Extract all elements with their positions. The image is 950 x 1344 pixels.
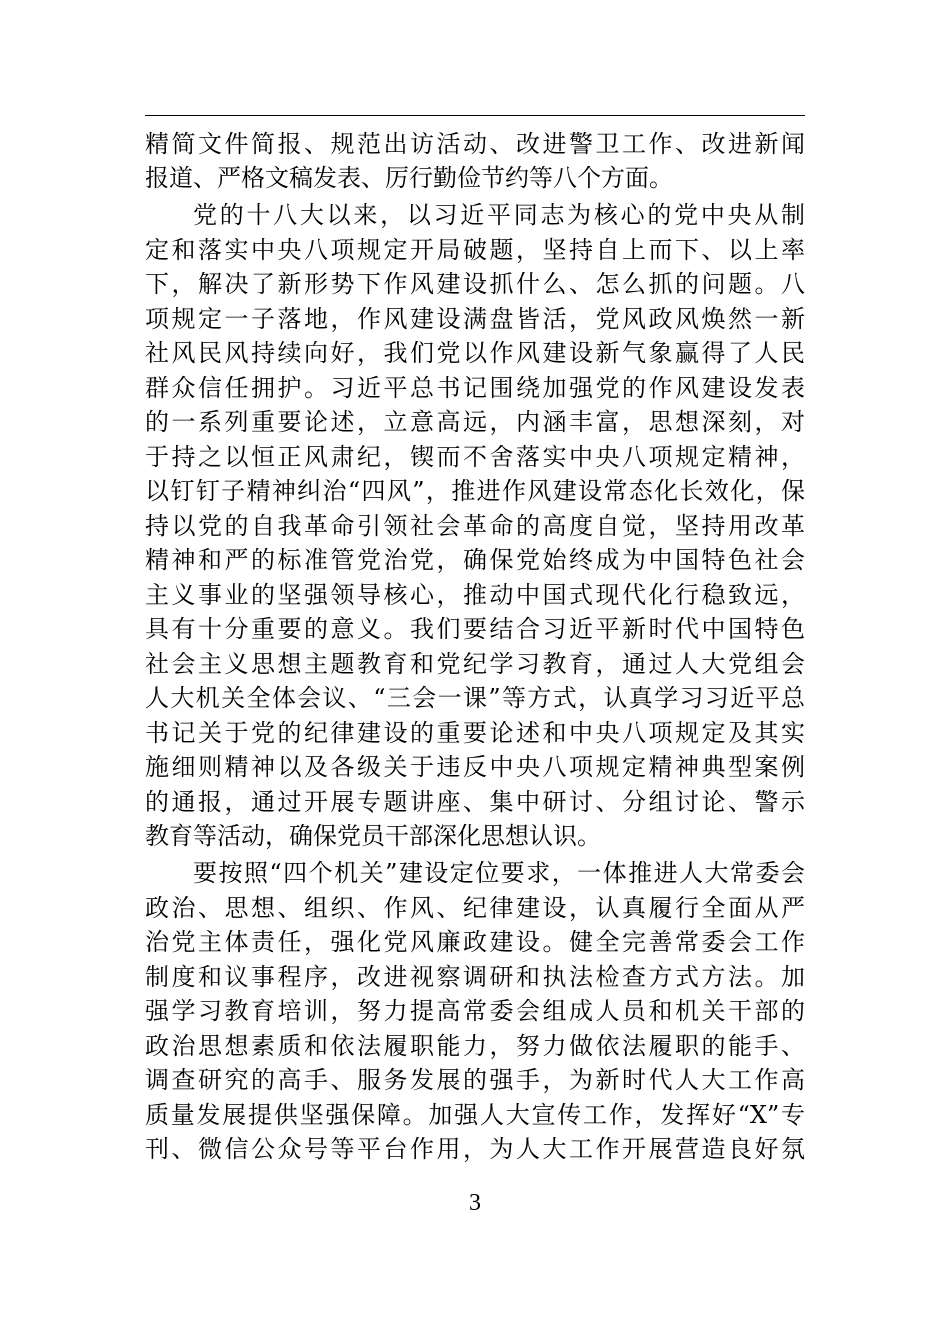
text-line: 的通报，通过开展专题讲座、集中研讨、分组讨论、警示 [145, 788, 805, 816]
text-line: 精神和严的标准管党治党，确保党始终成为中国特色社会 [145, 546, 805, 574]
text-line: 以钉钉子精神纠治“四风”，推进作风建设常态化长效化，保 [145, 477, 805, 505]
text-line: 刊、微信公众号等平台作用，为人大工作开展营造良好氛 [145, 1135, 805, 1163]
text-line: 调查研究的高手、服务发展的强手，为新时代人大工作高 [145, 1066, 805, 1094]
text-line: 定和落实中央八项规定开局破题，坚持自上而下、以上率 [145, 236, 805, 264]
text-line: 政治、思想、组织、作风、纪律建设，认真履行全面从严 [145, 894, 805, 922]
text-line: 项规定一子落地，作风建设满盘皆活，党风政风焕然一新 [145, 305, 805, 333]
text-line: 主义事业的坚强领导核心，推动中国式现代化行稳致远， [145, 581, 805, 609]
paragraph-first-line: 要按照“四个机关”建设定位要求，一体推进人大常委会 [193, 859, 805, 887]
text-line: 施细则精神以及各级关于违反中央八项规定精神典型案例 [145, 753, 805, 781]
text-line: 群众信任拥护。习近平总书记围绕加强党的作风建设发表 [145, 374, 805, 402]
paragraph-first-line: 党的十八大以来，以习近平同志为核心的党中央从制 [193, 201, 805, 229]
page-number: 3 [469, 1190, 481, 1216]
text-line: 具有十分重要的意义。我们要结合习近平新时代中国特色 [145, 615, 805, 643]
text-line: 于持之以恒正风肃纪，锲而不舍落实中央八项规定精神， [145, 443, 805, 471]
text-line: 书记关于党的纪律建设的重要论述和中央八项规定及其实 [145, 719, 805, 747]
text-line: 的一系列重要论述，立意高远，内涵丰富，思想深刻，对 [145, 408, 805, 436]
text-line: 社会主义思想主题教育和党纪学习教育，通过人大党组会 [145, 650, 805, 678]
text-line: 强学习教育培训，努力提高常委会组成人员和机关干部的 [145, 997, 805, 1025]
text-line: 持以党的自我革命引领社会革命的高度自觉，坚持用改革 [145, 512, 805, 540]
text-line: 质量发展提供坚强保障。加强人大宣传工作，发挥好“X”专 [145, 1101, 805, 1129]
text-line: 社风民风持续向好，我们党以作风建设新气象赢得了人民 [145, 339, 805, 367]
text-line: 政治思想素质和依法履职能力，努力做依法履职的能手、 [145, 1032, 805, 1060]
text-line: 制度和议事程序，改进视察调研和执法检查方式方法。加 [145, 963, 805, 991]
text-line: 下，解决了新形势下作风建设抓什么、怎么抓的问题。八 [145, 270, 805, 298]
header-rule [145, 115, 805, 116]
text-line: 精简文件简报、规范出访活动、改进警卫工作、改进新闻 [145, 130, 805, 158]
text-line: 报道、严格文稿发表、厉行勤俭节约等八个方面。 [145, 164, 673, 192]
text-line: 人大机关全体会议、“三会一课”等方式，认真学习习近平总 [145, 684, 805, 712]
text-line: 治党主体责任，强化党风廉政建设。健全完善常委会工作 [145, 928, 805, 956]
text-line: 教育等活动，确保党员干部深化思想认识。 [145, 822, 601, 850]
